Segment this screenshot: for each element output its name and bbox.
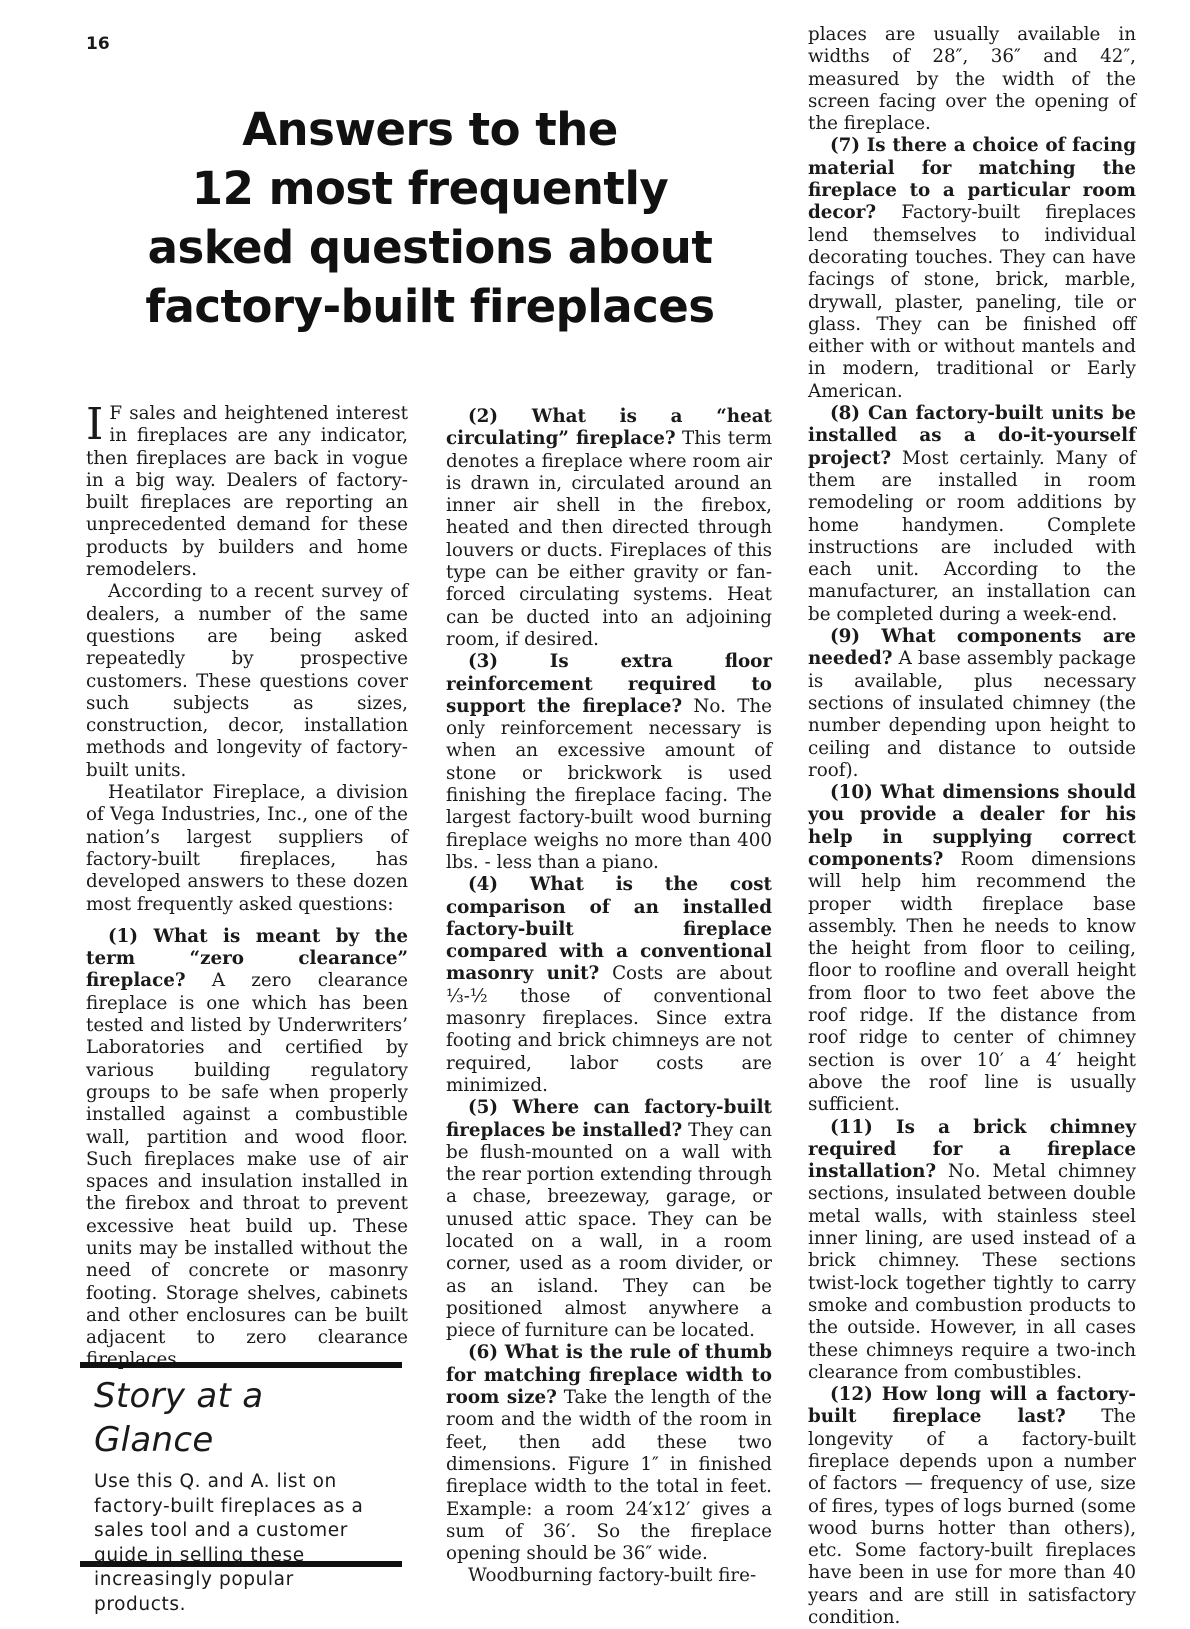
answer-2: This term denotes a fireplace where room air is drawn in, circulated around an inner air shell in the firebox, heated and then directed through louvers or ducts. Fireplaces of this type can be either gravity or fan-forced circulating systems. Heat can be ducted into an adjoining room, if desired. bbox=[446, 428, 772, 650]
qa-item-10 bbox=[808, 782, 1136, 1116]
qa-item-7 bbox=[808, 135, 1136, 403]
answer-6: Take the length of the room and the width of the room in feet, then add these two dimensions. Figure 1″ in finished fireplace width to the total in feet. Example: a room 24′x12′ gives a sum of 36′. So the fireplace opening should be 36″ wide. bbox=[446, 1387, 773, 1565]
q6-followup-start: Woodburning factory-built fire- bbox=[468, 1565, 757, 1587]
glance-body: Use this Q. and A. list on factory-built fireplaces as a sales tool and a customer guide in selling these increasingly popular products. bbox=[94, 1471, 364, 1615]
answer-11: No. Metal chimney sections, insulated between double metal walls, with stainless steel inner lining, are used instead of a brick chimney. These sections twist-lock together tightly to carry smoke and combustion products to the outside. However, in all cases these chimneys require a two-inch clearance from combustibles. bbox=[808, 1161, 1136, 1383]
answer-5: They can be flush-mounted on a wall with the rear portion extending through a chase, breezeway, garage, or unused attic space. They can be located on a wall, in a room corner, used as a room divider, or as an island. They can be positioned almost anywhere a piece of furniture can be located. bbox=[446, 1119, 773, 1342]
answer-10: Room dimensions will help him recommend the proper width fireplace base assembly. Then he needs to know the height from floor to ceiling, floor to roofline and overall height from floor to two feet above the roof ridge. If the distance from roof ridge to center of chimney section is over 10′ a 4′ height above the roof line is usually sufficient. bbox=[808, 848, 1136, 1116]
question-2: (2) What is a “heat circulating” fireplace? bbox=[446, 406, 772, 450]
answer-1: A zero clearance fireplace is one which has been tested and listed by Underwriters’ Laboratories and certified by various building regulatory groups to be safe when properly installed against a combustible wall, partition and wood floor. Such fireplaces make use of air spaces and insulation installed in the firebox and throat to prevent excessive heat build up. These units may be installed without the need of concrete or masonry footing. Storage shelves, cabinets and other enclosures can be built adjacent to zero clearance fireplaces. bbox=[86, 970, 408, 1371]
qa-item-6 bbox=[446, 1342, 772, 1565]
qa-item-12 bbox=[808, 1384, 1136, 1629]
intro-text-1: F sales and heightened interest in fireplaces are any indicator, then fireplaces are back in vogue in a big way. Dealers of factory-built fireplaces are reporting an unprecedented demand for these products by builders and home remodelers. bbox=[86, 403, 408, 581]
headline-line-4: factory-built fireplaces bbox=[145, 280, 715, 333]
answer-4: Costs are about ⅓-½ those of conventional masonry fireplaces. Since extra footing and brick chimneys are not required, labor costs are minimized. bbox=[446, 963, 772, 1096]
qa-item-2 bbox=[446, 406, 772, 651]
page-number: 16 bbox=[86, 34, 110, 54]
drop-cap: I bbox=[86, 399, 104, 450]
headline-line-2: 12 most frequently bbox=[191, 162, 669, 215]
answer-9: A base assembly package is available, plus necessary sections of insulated chimney (the number depending upon height to ceiling and distance to outside roof). bbox=[808, 648, 1136, 781]
story-at-a-glance-box bbox=[80, 1362, 402, 1615]
qa-item-9 bbox=[808, 626, 1136, 782]
question-6: (6) What is the rule of thumb for matching fireplace width to room size? bbox=[446, 1342, 772, 1409]
glance-title: Story at a Glance bbox=[94, 1376, 264, 1460]
question-8: (8) Can factory-built units be installed as a do-it-yourself project? bbox=[808, 403, 1136, 469]
answer-3: No. The only reinforcement necessary is when an excessive amount of stone or brickwork is used finishing the fireplace facing. The largest factory-built wood burning fireplace weighs no more than 400 lbs. - less than a piano. bbox=[446, 695, 772, 873]
qa-item-8 bbox=[808, 403, 1136, 626]
question-3: (3) Is extra floor reinforcement required to support the fireplace? bbox=[446, 651, 772, 717]
question-9: (9) What components are needed? bbox=[808, 626, 1136, 670]
intro-paragraph-1 bbox=[86, 399, 408, 581]
column-3 bbox=[808, 24, 1136, 1629]
headline-line-3: asked questions about bbox=[147, 221, 713, 274]
qa-item-11 bbox=[808, 1117, 1136, 1385]
qa-item-1 bbox=[86, 926, 408, 1372]
question-5: (5) Where can factory-built fireplaces be installed? bbox=[446, 1097, 772, 1141]
answer-7: Factory-built fireplaces lend themselves to individual decorating touches. They can have facings of stone, brick, marble, drywall, plaster, paneling, tile or glass. They can be finished off either with or without mantels and in modern, traditional or Early American. bbox=[808, 202, 1136, 402]
question-1: (1) What is meant by the term “zero clearance” fireplace? bbox=[86, 925, 408, 992]
qa-item-4 bbox=[446, 874, 772, 1097]
qa-item-5 bbox=[446, 1097, 772, 1342]
qa-item-3 bbox=[446, 651, 772, 874]
question-7: (7) Is there a choice of facing material for matching the fireplace to a particular room decor? bbox=[808, 135, 1136, 224]
article-headline bbox=[140, 100, 720, 336]
question-10: (10) What dimensions should you provide a dealer for his help in supplying correct components? bbox=[808, 782, 1136, 870]
answer-12: The longevity of a factory-built fireplace depends upon a number of factors — frequency of use, size of fires, types of logs burned (some wood burns hotter than others), etc. Some factory-built fireplaces have been in use for more than 40 years and are still in satisfactory condition. bbox=[808, 1406, 1136, 1629]
column-2 bbox=[446, 406, 772, 1588]
question-12: (12) How long will a factory-built fireplace last? bbox=[808, 1384, 1136, 1428]
headline-line-1: Answers to the bbox=[242, 103, 618, 156]
question-4: (4) What is the cost comparison of an installed factory-built fireplace compared with a conventional masonry unit? bbox=[446, 874, 772, 985]
intro-paragraph-3: Heatilator Fireplace, a division of Vega Industries, Inc., one of the nation’s largest suppliers of factory-built fireplaces, has developed answers to these dozen most frequently asked questions: bbox=[86, 782, 408, 915]
column-1 bbox=[86, 399, 408, 1372]
intro-paragraph-2: According to a recent survey of dealers, a number of the same questions are being asked repeatedly by prospective customers. These questions cover such subjects as sizes, construction, decor, installation methods and longevity of factory-built units. bbox=[86, 581, 408, 781]
question-11: (11) Is a brick chimney required for a fireplace installation? bbox=[808, 1116, 1136, 1183]
answer-8: Most certainly. Many of them are installed in room remodeling or room additions by home handymen. Complete instructions are included with each unit. According to the manufacturer, an installation can be completed during a week-end. bbox=[808, 447, 1136, 625]
q6-followup-end: places are usually available in widths of 28″, 36″ and 42″, measured by the width of the screen facing over the opening of the fireplace. bbox=[808, 24, 1136, 135]
